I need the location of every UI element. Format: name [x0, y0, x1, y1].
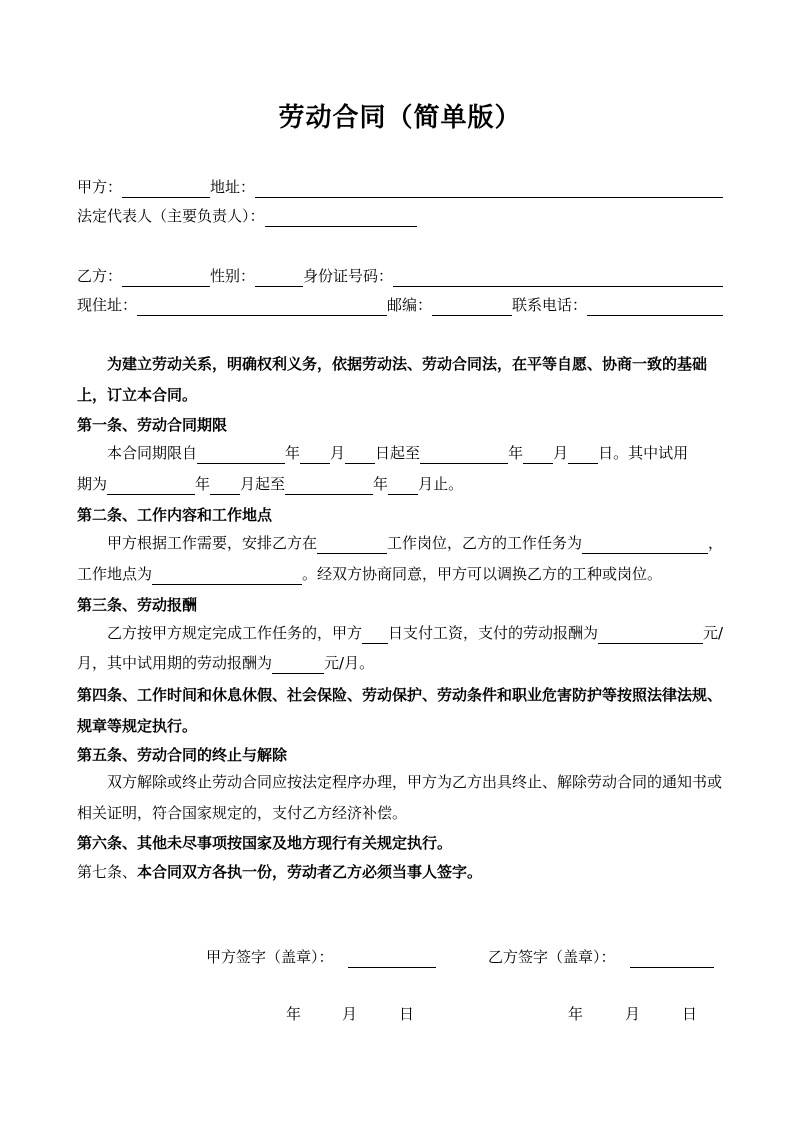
probation-label: 期为: [77, 475, 108, 493]
year-label: 年: [373, 475, 389, 493]
end-day-label: 日。其中试用: [598, 444, 689, 462]
party-b-postcode-field[interactable]: [432, 297, 512, 316]
article-7-prefix: 第七条、: [77, 863, 138, 881]
currency-label: 元/月。: [324, 654, 375, 672]
article-3-heading: 第三条、劳动报酬: [77, 596, 198, 614]
party-b-gender-field[interactable]: [255, 268, 303, 287]
party-a-rep-line: [77, 205, 417, 227]
contract-end-year-field[interactable]: [420, 445, 508, 464]
party-a-signature-label: 甲方签字（盖章）：: [206, 948, 334, 966]
page-title: 劳动合同（简单版）: [278, 103, 522, 133]
article-1-line-1: [77, 442, 723, 464]
article-1-heading: 第一条、劳动合同期限: [77, 416, 228, 434]
party-a-date-day: 日: [399, 1005, 415, 1023]
party-b-date-month: 月: [625, 1005, 641, 1023]
party-b-date-day: 日: [682, 1005, 698, 1023]
probation-end-month-field[interactable]: [388, 476, 418, 495]
article-1-line-2: [77, 473, 463, 495]
party-a-rep-label: 法定代表人（主要负责人）：: [77, 207, 265, 225]
workplace-field[interactable]: [152, 566, 302, 585]
party-b-address-field[interactable]: [137, 297, 387, 316]
contract-end-month-field[interactable]: [523, 445, 553, 464]
article-4: 第四条、工作时间和休息休假、社会保险、劳动保护、劳动条件和职业危害防护等按照法律法规、规章等规定执行。: [77, 686, 723, 735]
comma: ，: [707, 534, 723, 552]
probation-start-month-field[interactable]: [210, 476, 240, 495]
party-b-signature-label: 乙方签字（盖章）：: [488, 948, 616, 966]
party-a-rep-field[interactable]: [265, 208, 417, 227]
probation-start-label: 月起至: [240, 475, 286, 493]
article-3-line-1: [77, 622, 723, 644]
article-3-text: 乙方按甲方规定完成工作任务的，甲方: [107, 624, 363, 642]
article-6: 第六条、其他未尽事项按国家及地方现行有关规定执行。: [77, 834, 453, 852]
article-2-text: 工作岗位，乙方的工作任务为: [387, 534, 583, 552]
currency-label: 元/: [702, 624, 723, 642]
probation-start-year-field[interactable]: [107, 476, 195, 495]
party-b-gender-label: 性别：: [210, 267, 256, 285]
party-a-line: [77, 176, 723, 198]
article-5-heading: 第五条、劳动合同的终止与解除: [77, 746, 288, 764]
article-2-text: 。经双方协商同意，甲方可以调换乙方的工种或岗位。: [302, 565, 663, 583]
party-a-signature: [206, 946, 436, 968]
start-label: 日起至: [375, 444, 421, 462]
article-3-text: 日支付工资，支付的劳动报酬为: [388, 624, 599, 642]
party-b-postcode-label: 邮编：: [387, 296, 433, 314]
probation-end-label: 月止。: [418, 475, 464, 493]
party-b-phone-field[interactable]: [587, 297, 723, 316]
party-a-address-label: 地址：: [210, 178, 256, 196]
article-3-line-2: [77, 652, 374, 674]
party-b-date-year: 年: [568, 1005, 584, 1023]
probation-end-year-field[interactable]: [285, 476, 373, 495]
preamble: 为建立劳动关系，明确权利义务，依据劳动法、劳动合同法，在平等自愿、协商一致的基础上，订立本合同。: [77, 355, 708, 404]
party-b-phone-label: 联系电话：: [512, 296, 588, 314]
party-b-label: 乙方：: [77, 267, 123, 285]
party-a-name-field[interactable]: [122, 179, 210, 198]
probation-salary-field[interactable]: [272, 655, 324, 674]
pay-day-field[interactable]: [362, 625, 388, 644]
party-a-address-field[interactable]: [255, 179, 723, 198]
party-b-name-field[interactable]: [122, 268, 210, 287]
party-b-signature-field[interactable]: [630, 949, 714, 968]
article-2-heading: 第二条、工作内容和工作地点: [77, 506, 273, 524]
article-5-text: 双方解除或终止劳动合同应按法定程序办理，甲方为乙方出具终止、解除劳动合同的通知书或相关证明，符合国家规定的，支付乙方经济补偿。: [77, 773, 723, 822]
article-2-line-1: [77, 532, 723, 554]
article-1-text: 本合同期限自: [107, 444, 198, 462]
job-task-field[interactable]: [582, 535, 708, 554]
workplace-label: 工作地点为: [77, 565, 153, 583]
salary-field[interactable]: [598, 625, 703, 644]
contract-start-year-field[interactable]: [197, 445, 285, 464]
party-b-address-line: [77, 294, 723, 316]
party-b-id-label: 身份证号码：: [303, 267, 394, 285]
party-b-address-label: 现住址：: [77, 296, 138, 314]
contract-start-month-field[interactable]: [300, 445, 330, 464]
article-2-line-2: [77, 563, 662, 585]
party-a-signature-field[interactable]: [348, 949, 436, 968]
party-b-signature: [488, 946, 714, 968]
year-label: 年: [285, 444, 301, 462]
article-7: [77, 857, 723, 888]
party-b-id-field[interactable]: [393, 268, 723, 287]
party-b-line: [77, 265, 723, 287]
article-2-text: 甲方根据工作需要，安排乙方在: [107, 534, 318, 552]
year-label: 年: [195, 475, 211, 493]
month-label: 月: [553, 444, 569, 462]
job-position-field[interactable]: [317, 535, 387, 554]
article-7-text: 本合同双方各执一份，劳动者乙方必须当事人签字。: [137, 863, 483, 881]
article-3-text: 月，其中试用期的劳动报酬为: [77, 654, 273, 672]
party-a-label: 甲方：: [77, 178, 123, 196]
year-label: 年: [508, 444, 524, 462]
month-label: 月: [330, 444, 346, 462]
contract-end-day-field[interactable]: [568, 445, 598, 464]
contract-start-day-field[interactable]: [345, 445, 375, 464]
party-a-date-month: 月: [342, 1005, 358, 1023]
party-a-date-year: 年: [286, 1005, 302, 1023]
